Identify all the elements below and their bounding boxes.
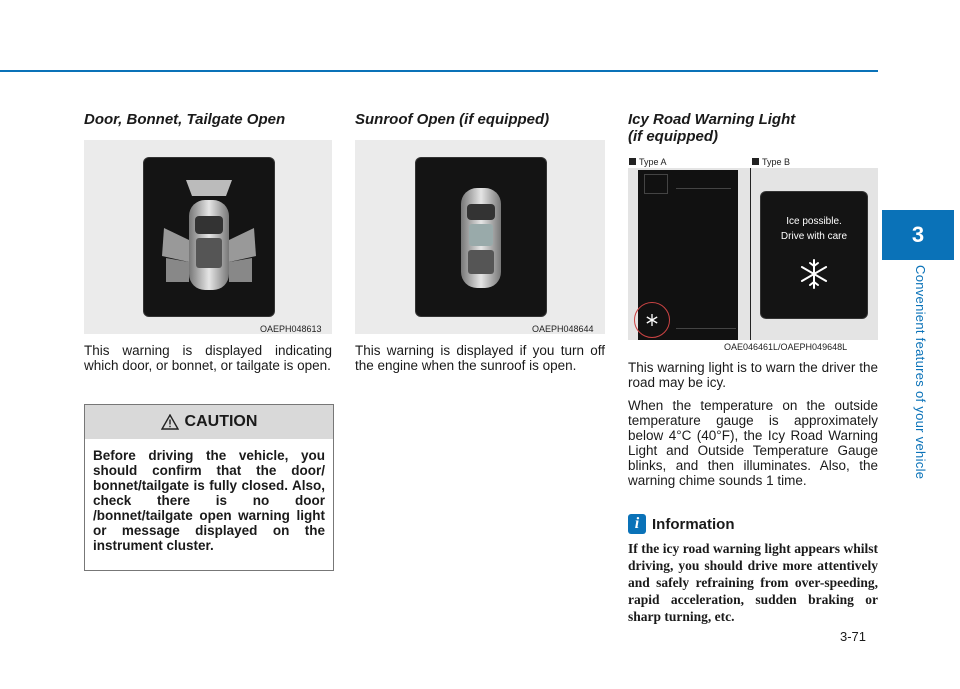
- cluster-display: [416, 158, 546, 316]
- snowflake-icon: [635, 303, 669, 337]
- type-b-label: Type B: [752, 157, 790, 167]
- icy-road-figure: [628, 168, 878, 340]
- heading-line-1: Icy Road Warning Light: [628, 111, 796, 128]
- page-number: 3-71: [840, 629, 867, 644]
- section-heading-sunroof: Sunroof Open (if equipped): [355, 111, 550, 128]
- warning-triangle-icon: [161, 414, 179, 430]
- heading-line-2: (if equipped): [628, 128, 718, 145]
- caution-title: CAUTION: [184, 413, 258, 430]
- sunroof-open-figure: [355, 140, 605, 334]
- figure-code: OAE046461L/OAEPH049648L: [724, 342, 848, 352]
- cluster-display: [144, 158, 274, 316]
- chapter-title: Convenient features of your vehicle: [913, 265, 928, 480]
- info-icon: i: [628, 514, 646, 534]
- type-a-label: Type A: [629, 157, 667, 167]
- lcd-message: [761, 214, 867, 244]
- caution-text: Before driving the vehicle, you should confirm that the door/ bonnet/tailgate is fully closed. Also, check there is no door /bonnet/tailgate open warning light or message displayed on the instrument cluster.: [93, 448, 325, 553]
- car-doors-open-icon: [144, 158, 274, 316]
- chapter-number-tab: 3: [882, 210, 954, 260]
- figure-code: OAEPH048613: [260, 324, 322, 334]
- type-b-lcd-display: [761, 192, 867, 318]
- cluster-segment: [644, 174, 668, 194]
- icy-road-description-2: When the temperature on the outside temperature gauge is approximately below 4°C (40°F), the Icy Road Warning Light and Outside Temperature Gauge blinks, and then illuminates. Also, the warning chime sounds 1 time.: [628, 398, 878, 488]
- information-title: Information: [652, 515, 735, 533]
- cluster-divider: [676, 188, 731, 189]
- door-open-figure: [84, 140, 332, 334]
- car-sunroof-icon: [416, 158, 546, 316]
- caution-header: [85, 405, 333, 439]
- cluster-divider: [676, 328, 736, 329]
- section-heading-door: Door, Bonnet, Tailgate Open: [84, 111, 286, 128]
- caution-box: [84, 404, 334, 571]
- figure-divider: [750, 168, 751, 340]
- information-text: If the icy road warning light appears whilst driving, you should drive more attentively and safely refraining from over-speeding, rapid acceleration, sudden braking or sharp turning, etc.: [628, 541, 878, 624]
- snowflake-icon: [796, 256, 832, 292]
- lcd-line-2: Drive with care: [780, 231, 848, 242]
- information-heading: [628, 514, 735, 534]
- sunroof-description: This warning is displayed if you turn off the engine when the sunroof is open.: [355, 343, 605, 373]
- section-heading-icy-road: [628, 111, 795, 145]
- header-rule: [0, 70, 878, 72]
- icy-road-description-1: This warning light is to warn the driver the road may be icy.: [628, 360, 878, 390]
- lcd-line-1: Ice possible.: [786, 216, 842, 227]
- warning-indicator-ring: [634, 302, 670, 338]
- door-description: This warning is displayed indicating which door, or bonnet, or tailgate is open.: [84, 343, 332, 373]
- type-a-cluster: [638, 170, 738, 340]
- figure-code: OAEPH048644: [532, 324, 594, 334]
